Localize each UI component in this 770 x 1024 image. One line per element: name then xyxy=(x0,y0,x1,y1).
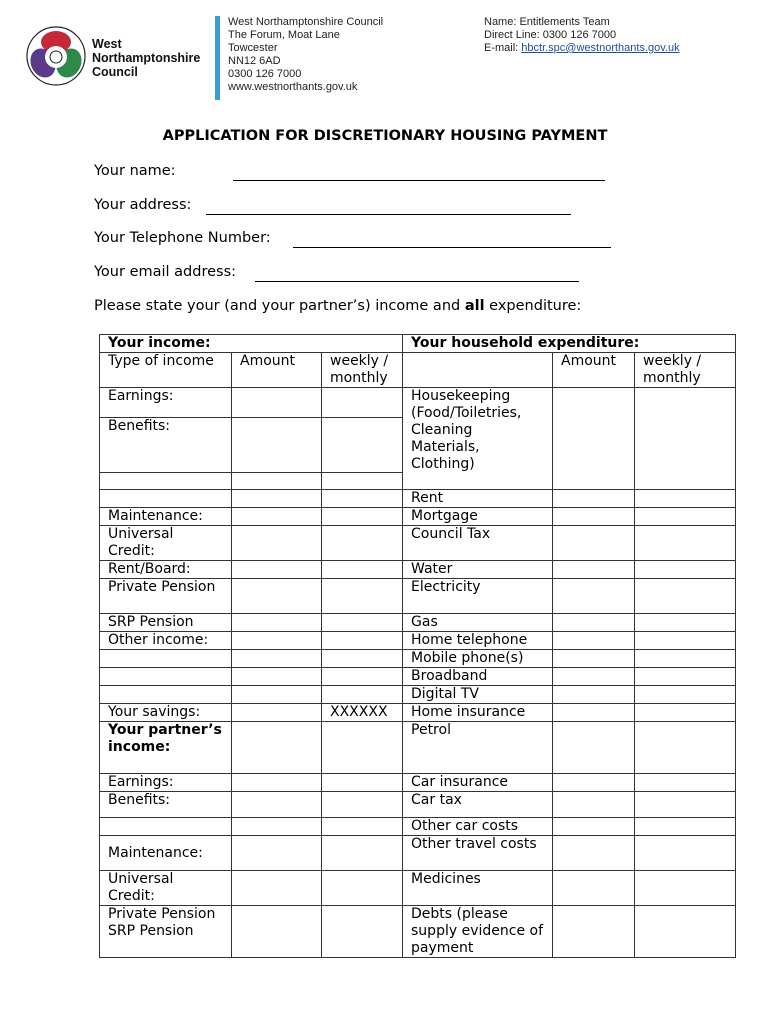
exp-amount-header: Amount xyxy=(553,353,635,388)
amount-cell[interactable] xyxy=(232,508,322,526)
council-logo xyxy=(24,24,214,88)
email-label-field: Your email address: xyxy=(94,264,237,280)
period-cell[interactable] xyxy=(635,668,736,686)
amount-cell[interactable] xyxy=(553,632,635,650)
exp-other-travel-label: Other travel costs xyxy=(403,836,553,871)
amount-cell[interactable] xyxy=(553,871,635,906)
amount-cell[interactable] xyxy=(232,722,322,774)
exp-home-insurance-label: Home insurance xyxy=(403,704,553,722)
amount-cell[interactable] xyxy=(553,792,635,818)
period-cell[interactable] xyxy=(635,614,736,632)
instructions-bold: all xyxy=(464,298,485,314)
period-cell[interactable] xyxy=(322,526,403,561)
partner-income-heading: Your partner’s income: xyxy=(100,722,232,774)
amount-cell[interactable] xyxy=(553,818,635,836)
phone-field[interactable] xyxy=(293,247,611,248)
instructions-text-end: expenditure: xyxy=(484,298,582,314)
table-row xyxy=(100,335,736,353)
address-line: The Forum, Moat Lane xyxy=(228,29,340,41)
amount-cell[interactable] xyxy=(232,792,322,818)
amount-cell[interactable] xyxy=(553,906,635,958)
period-cell[interactable] xyxy=(635,526,736,561)
period-cell[interactable] xyxy=(635,704,736,722)
amount-cell[interactable] xyxy=(553,668,635,686)
period-cell[interactable] xyxy=(322,836,403,871)
amount-cell[interactable] xyxy=(553,490,635,508)
income-heading: Your income: xyxy=(100,335,403,353)
savings-period-cell: XXXXXX xyxy=(322,704,403,722)
amount-cell[interactable] xyxy=(232,906,322,958)
amount-cell[interactable] xyxy=(232,526,322,561)
income-universal-credit-label: Universal Credit: xyxy=(100,526,232,561)
table-row xyxy=(100,388,736,418)
income-earnings-label: Earnings: xyxy=(100,388,232,418)
address-label: Your address: xyxy=(94,197,192,213)
logo-wordmark xyxy=(92,37,200,79)
period-cell[interactable] xyxy=(322,490,403,508)
council-address xyxy=(228,16,383,94)
period-cell[interactable] xyxy=(322,614,403,632)
period-cell[interactable] xyxy=(635,388,736,490)
amount-cell[interactable] xyxy=(232,490,322,508)
period-cell[interactable] xyxy=(635,686,736,704)
amount-cell[interactable] xyxy=(553,650,635,668)
period-cell[interactable] xyxy=(322,722,403,774)
logo-line-3: Council xyxy=(92,65,138,79)
period-cell[interactable] xyxy=(635,871,736,906)
address-field[interactable] xyxy=(206,214,571,215)
address-line: Towcester xyxy=(228,42,278,54)
table-row xyxy=(100,632,736,650)
period-cell[interactable] xyxy=(322,561,403,579)
amount-cell[interactable] xyxy=(232,836,322,871)
period-cell[interactable] xyxy=(635,906,736,958)
income-benefits-label: Benefits: xyxy=(100,418,232,473)
partner-private-pension-label: Private Pension xyxy=(108,906,216,922)
amount-cell[interactable] xyxy=(232,561,322,579)
period-cell[interactable] xyxy=(635,774,736,792)
instructions xyxy=(94,298,581,314)
amount-cell[interactable] xyxy=(232,579,322,614)
exp-period-header: weekly / monthly xyxy=(635,353,736,388)
period-cell[interactable] xyxy=(322,792,403,818)
table-row xyxy=(100,579,736,614)
exp-type-header xyxy=(403,353,553,388)
amount-cell[interactable] xyxy=(232,668,322,686)
exp-gas-label: Gas xyxy=(403,614,553,632)
amount-cell[interactable] xyxy=(553,722,635,774)
exp-medicines-label: Medicines xyxy=(403,871,553,906)
amount-cell[interactable] xyxy=(553,388,635,490)
blank-label-cell xyxy=(100,473,232,490)
contact-name: Name: Entitlements Team xyxy=(484,16,610,28)
partner-benefits-label: Benefits: xyxy=(100,792,232,818)
contact-phone: Direct Line: 0300 126 7000 xyxy=(484,29,617,41)
contact-details xyxy=(484,16,680,55)
table-row xyxy=(100,490,736,508)
amount-cell[interactable] xyxy=(553,614,635,632)
exp-mortgage-label: Mortgage xyxy=(403,508,553,526)
address-line: West Northamptonshire Council xyxy=(228,16,384,28)
expenditure-heading: Your household expenditure: xyxy=(403,335,736,353)
name-label: Your name: xyxy=(94,163,176,179)
address-line: NN12 6AD xyxy=(228,55,281,67)
page-title: APPLICATION FOR DISCRETIONARY HOUSING PAYMENT xyxy=(162,128,608,144)
period-cell[interactable] xyxy=(322,668,403,686)
partner-universal-credit-label: Universal Credit: xyxy=(100,871,232,906)
exp-council-tax-label: Council Tax xyxy=(403,526,553,561)
period-cell[interactable] xyxy=(635,490,736,508)
amount-cell[interactable] xyxy=(232,650,322,668)
table-row xyxy=(100,650,736,668)
table-row xyxy=(100,526,736,561)
exp-digital-tv-label: Digital TV xyxy=(403,686,553,704)
exp-other-car-label: Other car costs xyxy=(403,818,553,836)
email-label: E-mail: xyxy=(484,42,522,54)
blank-label-cell xyxy=(100,686,232,704)
table-row xyxy=(100,508,736,526)
period-cell[interactable] xyxy=(322,632,403,650)
period-cell[interactable] xyxy=(635,836,736,871)
period-cell[interactable] xyxy=(322,871,403,906)
amount-cell[interactable] xyxy=(553,508,635,526)
income-expenditure-table xyxy=(99,334,736,958)
blank-label-cell xyxy=(100,668,232,686)
council-logo-icon xyxy=(24,24,88,88)
period-cell[interactable] xyxy=(322,388,403,418)
period-cell[interactable] xyxy=(635,818,736,836)
period-cell[interactable] xyxy=(322,906,403,958)
table-row xyxy=(100,561,736,579)
amount-cell[interactable] xyxy=(232,418,322,473)
amount-cell[interactable] xyxy=(232,871,322,906)
amount-cell[interactable] xyxy=(232,818,322,836)
header-accent-bar xyxy=(215,16,220,100)
exp-water-label: Water xyxy=(403,561,553,579)
col-period-header: weekly / monthly xyxy=(322,353,403,388)
income-maintenance-label: Maintenance: xyxy=(100,508,232,526)
period-cell[interactable] xyxy=(322,818,403,836)
phone-label: Your Telephone Number: xyxy=(94,230,271,246)
period-cell[interactable] xyxy=(322,650,403,668)
amount-cell[interactable] xyxy=(553,561,635,579)
table-row xyxy=(100,906,736,958)
address-line: 0300 126 7000 xyxy=(228,68,302,80)
period-cell[interactable] xyxy=(635,579,736,614)
table-row xyxy=(100,774,736,792)
period-cell[interactable] xyxy=(322,508,403,526)
table-row xyxy=(100,836,736,871)
website-text: www.westnorthants.gov.uk xyxy=(228,81,358,93)
email-field[interactable] xyxy=(255,281,579,282)
period-cell[interactable] xyxy=(322,579,403,614)
income-srp-pension-label: SRP Pension xyxy=(100,614,232,632)
table-row xyxy=(100,686,736,704)
amount-cell[interactable] xyxy=(232,704,322,722)
blank-label-cell xyxy=(100,490,232,508)
amount-cell[interactable] xyxy=(232,686,322,704)
table-row xyxy=(100,871,736,906)
table-row xyxy=(100,818,736,836)
exp-home-telephone-label: Home telephone xyxy=(403,632,553,650)
exp-car-insurance-label: Car insurance xyxy=(403,774,553,792)
exp-mobile-label: Mobile phone(s) xyxy=(403,650,553,668)
income-rent-board-label: Rent/Board: xyxy=(100,561,232,579)
income-private-pension-label: Private Pension xyxy=(100,579,232,614)
amount-cell[interactable] xyxy=(553,526,635,561)
contact-email xyxy=(484,42,680,55)
col-type-header: Type of income xyxy=(100,353,232,388)
period-cell[interactable] xyxy=(635,722,736,774)
amount-cell[interactable] xyxy=(553,836,635,871)
name-field[interactable] xyxy=(233,180,605,181)
blank-label-cell xyxy=(100,650,232,668)
email-link[interactable]: hbctr.spc@westnorthants.gov.uk xyxy=(521,42,680,54)
exp-debts-label: Debts (please supply evidence of payment xyxy=(403,906,553,958)
amount-cell[interactable] xyxy=(232,614,322,632)
table-row xyxy=(100,792,736,818)
amount-cell[interactable] xyxy=(232,388,322,418)
exp-electricity-label: Electricity xyxy=(403,579,553,614)
logo-line-1: West xyxy=(92,37,122,51)
table-row xyxy=(100,614,736,632)
table-row xyxy=(100,704,736,722)
exp-broadband-label: Broadband xyxy=(403,668,553,686)
partner-srp-pension-label: SRP Pension xyxy=(108,923,194,939)
partner-maintenance-label: Maintenance: xyxy=(100,836,232,871)
exp-petrol-label: Petrol xyxy=(403,722,553,774)
col-amount-header: Amount xyxy=(232,353,322,388)
table-row xyxy=(100,353,736,388)
amount-cell[interactable] xyxy=(232,473,322,490)
period-cell[interactable] xyxy=(322,473,403,490)
amount-cell[interactable] xyxy=(553,686,635,704)
table-row xyxy=(100,668,736,686)
period-cell[interactable] xyxy=(322,774,403,792)
partner-earnings-label: Earnings: xyxy=(100,774,232,792)
exp-rent-label: Rent xyxy=(403,490,553,508)
period-cell[interactable] xyxy=(635,632,736,650)
exp-car-tax-label: Car tax xyxy=(403,792,553,818)
blank-label-cell xyxy=(100,818,232,836)
period-cell[interactable] xyxy=(635,561,736,579)
amount-cell[interactable] xyxy=(232,632,322,650)
period-cell[interactable] xyxy=(635,508,736,526)
amount-cell[interactable] xyxy=(553,774,635,792)
table-row xyxy=(100,722,736,774)
income-savings-label: Your savings: xyxy=(100,704,232,722)
partner-pension-cell xyxy=(100,906,232,958)
period-cell[interactable] xyxy=(322,418,403,473)
period-cell[interactable] xyxy=(322,686,403,704)
period-cell[interactable] xyxy=(635,792,736,818)
logo-line-2: Northamptonshire xyxy=(92,51,201,65)
amount-cell[interactable] xyxy=(553,704,635,722)
amount-cell[interactable] xyxy=(232,774,322,792)
amount-cell[interactable] xyxy=(553,579,635,614)
period-cell[interactable] xyxy=(635,650,736,668)
exp-housekeeping-label: Housekeeping (Food/Toiletries, Cleaning Materials, Clothing) xyxy=(403,388,553,490)
income-other-label: Other income: xyxy=(100,632,232,650)
instructions-text: Please state your (and your partner’s) income and xyxy=(94,298,465,314)
